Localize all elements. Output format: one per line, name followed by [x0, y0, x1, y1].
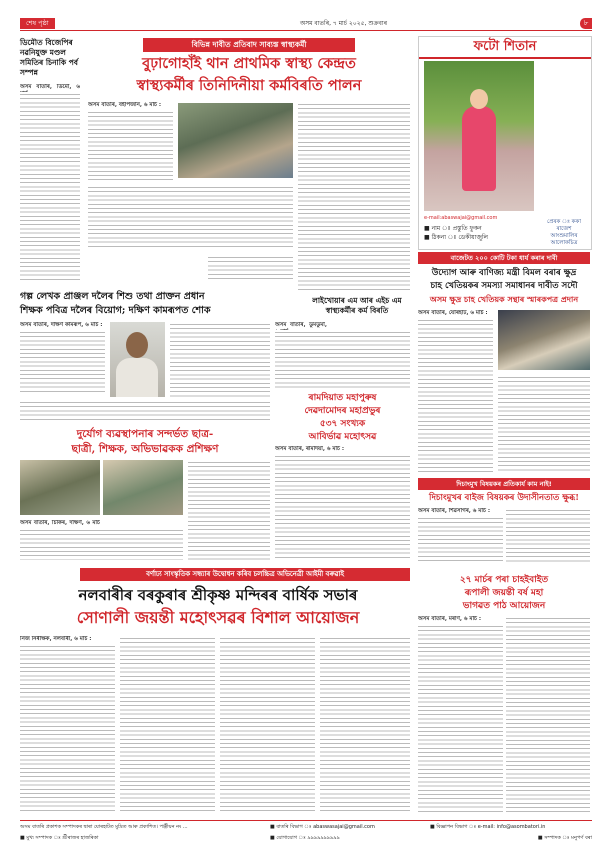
bhagawat-col-1: [418, 624, 503, 814]
top-story-headline-1: বুঢ়াগোহাঁই থান প্ৰাথমিক স্বাস্থ্য কেন্দ্ৰত: [142, 55, 356, 72]
portrait-head: [126, 332, 148, 358]
photo-box: [418, 36, 592, 250]
main-headline-2: সোণালী জয়ন্তী মহোৎসৱৰ বিশাল আয়োজন: [76, 608, 360, 627]
photo-box-title: ফটো শিতান: [419, 37, 591, 59]
footer-line-1: অসম বাতৰি প্ৰকাশক সম্পাদকৰ দ্বাৰা যোৰহাটত মুদ্ৰিত আৰু প্ৰকাশিত। পঞ্জীয়ন নং ...: [20, 824, 188, 830]
page-header: [20, 18, 592, 31]
bhagawat-dateline: অসম বাতৰি, মৰাণ, ৬ মাৰ্চ :: [418, 616, 482, 622]
photo-box-place: ■ ঠিকনা ঃ ডেকীয়াজুলি: [424, 234, 488, 241]
photo-box-email: e-mail:abaswajai@gmail.com: [424, 215, 498, 221]
exam-brief-body: [275, 330, 410, 390]
bhagawat-headline-1: ২৭ মাৰ্চৰ পৰা চাহইবাইত: [459, 575, 549, 585]
child-head: [470, 89, 488, 109]
top-story-photo: [178, 103, 293, 178]
main-col-4: [320, 636, 410, 814]
condolence-headline-1: গল্প লেখক প্ৰাঞ্জল দলৈৰ শিশু তথা প্ৰাক্তন প্ৰধান: [20, 291, 205, 302]
main-col-2: [120, 636, 215, 814]
condolence-col-1: [20, 330, 105, 395]
child-photo: [424, 61, 534, 211]
footer-contact: ■ যোগাযোগ ঃ ৯৯৯৯৯৯৯৯৯৯: [270, 835, 340, 841]
top-story-headline-2: স্বাস্থ্যকৰ্মীৰ তিনিদিনীয়া কৰ্মবিৰতি পালন: [136, 77, 362, 94]
main-headline-1: নলবাৰীৰ বৰকুৰাৰ শ্ৰীকৃষ্ণ মন্দিৰৰ বাৰ্ষিক সভাৰ: [78, 586, 358, 604]
budget-dateline: অসম বাতৰি, যোৰহাট, ৬ মাৰ্চ :: [418, 310, 488, 316]
photo-box-name: ■ নাম ঃ প্ৰস্তুতি ফুকন: [424, 225, 482, 232]
training-dateline: অসম বাতৰি, চিকিৰ, দক্ষিণ, ৬ মাৰ্চ: [20, 520, 100, 526]
photo-sender: [541, 219, 587, 247]
top-story-col-2: [298, 102, 410, 292]
university-kicker: দিচাংমুখ বিষয়কৰ প্ৰতিকাৰ্য কাম নাই!: [418, 478, 590, 490]
exam-brief-dateline: অসম বাতৰি, ডুমডুমা,: [275, 322, 327, 328]
university-headline: দিচাংমুখৰ বাইজ বিষয়কৰ উদাসীনতাত ক্ষুব্ধ!: [429, 493, 579, 503]
top-story-col-3: [88, 185, 293, 250]
footer-news-email: ■ বাতৰি বিভাগ ঃ abaswasajai@gmail.com: [270, 824, 375, 830]
training-photo-2: [103, 460, 183, 515]
budget-headline-1: উদ্যোগ আৰু বাণিজ্য মন্ত্ৰী বিমল বৰাৰ ক্ষুদ্ৰ: [431, 268, 577, 278]
footer-editor: ■ সম্পাদক ঃ মনুপৰ্ণ বৰা: [537, 835, 592, 841]
main-kicker: বৰ্ণাঢ্য সাংস্কৃতিক সন্ধ্যাৰ উদ্বোধন কৰিব চলচ্চিত্ৰ অভিনেত্ৰী আইমী বৰুৱাই: [80, 568, 410, 581]
sender-line-2: ৰাজেশ: [556, 226, 572, 232]
budget-headline-3: অসম ক্ষুদ্ৰ চাহ খেতিয়ক সন্থাৰ স্মাৰকপত্ৰ প্ৰদান: [429, 294, 579, 304]
bhagawat-headline-3: ভাগৱত পাঠ আয়োজন: [462, 601, 546, 611]
exam-brief-title: লাইখোয়াৰ এম আৰ এইচ এম স্বাস্থ্যকৰ্মীৰ কৰ্ম বিৰতি: [312, 296, 402, 315]
sender-line-4: আলোকচিত্ৰ: [550, 240, 578, 246]
condolence-dateline: অসম বাতৰি, দক্ষিণ কামৰূপ, ৬ মাৰ্চ :: [20, 322, 103, 328]
bhagawat-col-2: [506, 616, 590, 814]
ramdia-body: [275, 454, 410, 559]
top-story-col-4: [208, 255, 293, 281]
left-brief-title: ডিমৌত বিজেপিৰ নৱনিযুক্ত মণ্ডল সমিতিৰ চিনাকি পৰ্ব সম্পন্ন: [20, 38, 78, 77]
left-brief-body: [20, 92, 80, 282]
footer: [20, 820, 592, 851]
ramdia-title-1: ৰামদিয়াত মহাপুৰুষ: [308, 393, 377, 403]
condolence-col-3: [20, 400, 270, 422]
university-col-1: [418, 516, 503, 564]
training-photo-1: [20, 460, 100, 515]
budget-kicker: বাজেটত ২০০ কোটি টকা ধাৰ্য কৰাৰ দাবী: [418, 252, 590, 264]
bhagawat-headline-2: ৰূপালী জয়ন্তী বৰ্ষ মহা: [464, 588, 544, 598]
training-headline-1: দুৰ্যোগ ব্যৱস্থাপনাৰ সন্দৰ্ভত ছাত্ৰ-: [76, 428, 214, 440]
child-figure: [462, 106, 496, 191]
training-col-2: [20, 528, 183, 560]
portrait-body: [116, 358, 158, 397]
training-headline-2: ছাত্ৰী, শিক্ষক, অভিভাৱকক প্ৰশিক্ষণ: [71, 443, 219, 455]
budget-col-1: [418, 318, 493, 473]
university-col-2: [506, 508, 590, 564]
condolence-headline-2: শিক্ষক পবিত্ৰ দলৈৰ বিয়োগ; দক্ষিণ কামৰূপত শোক: [20, 305, 211, 316]
condolence-col-2: [170, 322, 270, 397]
training-col-1: [188, 460, 270, 560]
main-col-3: [220, 636, 315, 814]
condolence-portrait: [110, 322, 165, 397]
footer-chief-editor: ■ মুখ্য সম্পাদক ঃ শ্ৰীৰাজৰ হাজৰিকা: [20, 835, 99, 841]
main-col-1: [20, 644, 115, 814]
page-number: ৮: [580, 18, 592, 29]
left-brief-dateline: অসম বাতৰি, ডিমৌ, ৬: [20, 84, 80, 90]
sender-line-1: প্ৰেৰক ঃ ককা: [547, 219, 581, 225]
university-dateline: অসম বাতৰি, শিৱসাগৰ, ৬ মাৰ্চ :: [418, 508, 491, 514]
top-story-dateline: অসম বাতৰি, বৰ্হাপজান, ৬ মাৰ্চ :: [88, 102, 162, 108]
ramdia-title-4: আবিৰ্ভাৱ মহোৎসৱ: [308, 432, 377, 442]
ramdia-title-3: ৫৩৭ সংখ্যক: [319, 419, 366, 429]
top-story-col-1: [88, 110, 173, 180]
ramdia-title-2: দেৱদামোদৰ মহাপ্ৰভুৰ: [304, 406, 381, 416]
date-line: অসম বাতৰি, ৭ মাৰ্চ ২০২৫, শুক্ৰবাৰ: [300, 20, 387, 27]
ramdia-dateline: অসম বাতৰি, ৰামদিয়া, ৬ মাৰ্চ :: [275, 446, 345, 452]
section-label: শেষ পৃষ্ঠা: [20, 18, 55, 29]
footer-ad-email: ■ বিজ্ঞাপন বিভাগ ঃ e-mail: info@asombatori.in: [430, 824, 546, 830]
sender-line-3: আংশুমালিৰ: [550, 233, 578, 239]
budget-photo: [498, 310, 590, 370]
budget-headline-2: চাহ খেতিয়কৰ সমস্যা সমাধানৰ দাবীত সদৌ: [430, 281, 578, 291]
budget-col-2: [498, 375, 590, 473]
top-story-kicker: বিভিন্ন দাবীত প্ৰতিবাদ সাব্যস্ত স্বাস্থ্যকৰ্মী: [143, 38, 355, 52]
main-dateline: নিজ নিৰীক্ষক, নলবাৰী, ৬ মাৰ্চ :: [20, 636, 92, 642]
